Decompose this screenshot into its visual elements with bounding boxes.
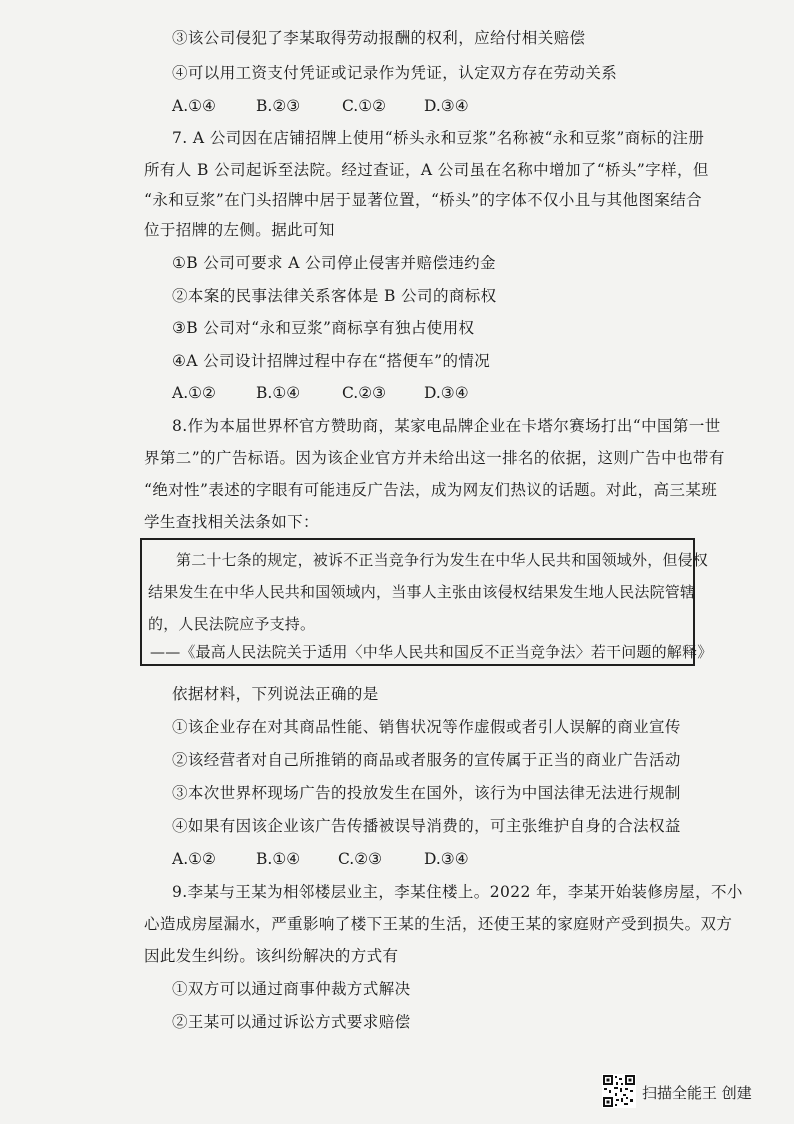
- q9-item-1: ①双方可以通过商事仲裁方式解决: [172, 980, 411, 998]
- q7-stem-line: 7. A 公司因在店铺招牌上使用“桥头永和豆浆”名称被“永和豆浆”商标的注册: [172, 129, 705, 147]
- option-c: C.②③: [342, 384, 387, 402]
- q7-item-2: ②本案的民事法律关系客体是 B 公司的商标权: [172, 287, 497, 305]
- q7-stem-line: 所有人 B 公司起诉至法院。经过查证，A 公司虽在名称中增加了“桥头”字样，但: [144, 161, 709, 179]
- option-c: C.②③: [338, 850, 383, 868]
- option-a: A.①④: [172, 97, 216, 115]
- option-c: C.①②: [342, 97, 387, 115]
- option-d: D.③④: [424, 384, 469, 402]
- quote-line: 结果发生在中华人民共和国领域内，当事人主张由该侵权结果发生地人民法院管辖: [148, 583, 696, 601]
- quote-line: 的，人民法院应予支持。: [148, 615, 316, 633]
- option-d: D.③④: [424, 97, 469, 115]
- q7-stem-line: “永和豆浆”在门头招牌中居于显著位置，“桥头”的字体不仅小且与其他图案结合: [144, 191, 702, 209]
- q8-stem-line: 8.作为本届世界杯官方赞助商，某家电品牌企业在卡塔尔赛场打出“中国第一世: [172, 417, 721, 435]
- q8-item-1: ①该企业存在对其商品性能、销售状况等作虚假或者引人误解的商业宣传: [172, 718, 681, 736]
- q9-stem-line: 9.李某与王某为相邻楼层业主，李某住楼上。2022 年，李某开始装修房屋，不小: [172, 883, 743, 901]
- q6-item-4: ④可以用工资支付凭证或记录作为凭证，认定双方存在劳动关系: [172, 64, 618, 82]
- q9-stem-line: 心造成房屋漏水，严重影响了楼下王某的生活，还使王某的家庭财产受到损失。双方: [144, 915, 733, 933]
- q8-stem-line: 界第二”的广告标语。因为该企业官方并未给出这一排名的依据，这则广告中也带有: [144, 449, 725, 467]
- q9-stem-line: 因此发生纠纷。该纠纷解决的方式有: [144, 947, 399, 965]
- q8-prompt: 依据材料，下列说法正确的是: [172, 685, 379, 703]
- q8-item-4: ④如果有因该企业该广告传播被误导消费的，可主张维护自身的合法权益: [172, 817, 681, 835]
- qr-code-icon: [602, 1074, 636, 1108]
- q7-item-4: ④A 公司设计招牌过程中存在“搭便车”的情况: [172, 352, 491, 370]
- option-d: D.③④: [424, 850, 469, 868]
- q6-item-3: ③该公司侵犯了李某取得劳动报酬的权利，应给付相关赔偿: [172, 29, 586, 47]
- option-b: B.①④: [256, 384, 301, 402]
- q8-item-3: ③本次世界杯现场广告的投放发生在国外，该行为中国法律无法进行规制: [172, 784, 681, 802]
- option-b: B.②③: [256, 97, 301, 115]
- q8-item-2: ②该经营者对自己所推销的商品或者服务的宣传属于正当的商业广告活动: [172, 751, 681, 769]
- q8-stem-line: 学生查找相关法条如下：: [144, 513, 319, 531]
- option-b: B.①④: [256, 850, 301, 868]
- q7-stem-line: 位于招牌的左侧。据此可知: [144, 221, 335, 239]
- q9-item-2: ②王某可以通过诉讼方式要求赔偿: [172, 1013, 411, 1031]
- scanner-watermark: 扫描全能王 创建: [642, 1084, 752, 1102]
- quote-source: ——《最高人民法院关于适用〈中华人民共和国反不正当竞争法〉若干问题的解释》: [150, 643, 713, 661]
- option-a: A.①②: [172, 850, 216, 868]
- q7-item-3: ③B 公司对“永和豆浆”商标享有独占使用权: [172, 319, 475, 337]
- q7-item-1: ①B 公司可要求 A 公司停止侵害并赔偿违约金: [172, 254, 496, 272]
- q8-stem-line: “绝对性”表述的字眼有可能违反广告法，成为网友们热议的话题。对此，高三某班: [144, 481, 718, 499]
- quote-line: 第二十七条的规定，被诉不正当竞争行为发生在中华人民共和国领域外，但侵权: [176, 551, 709, 569]
- option-a: A.①②: [172, 384, 216, 402]
- legal-quote-box: [140, 538, 713, 666]
